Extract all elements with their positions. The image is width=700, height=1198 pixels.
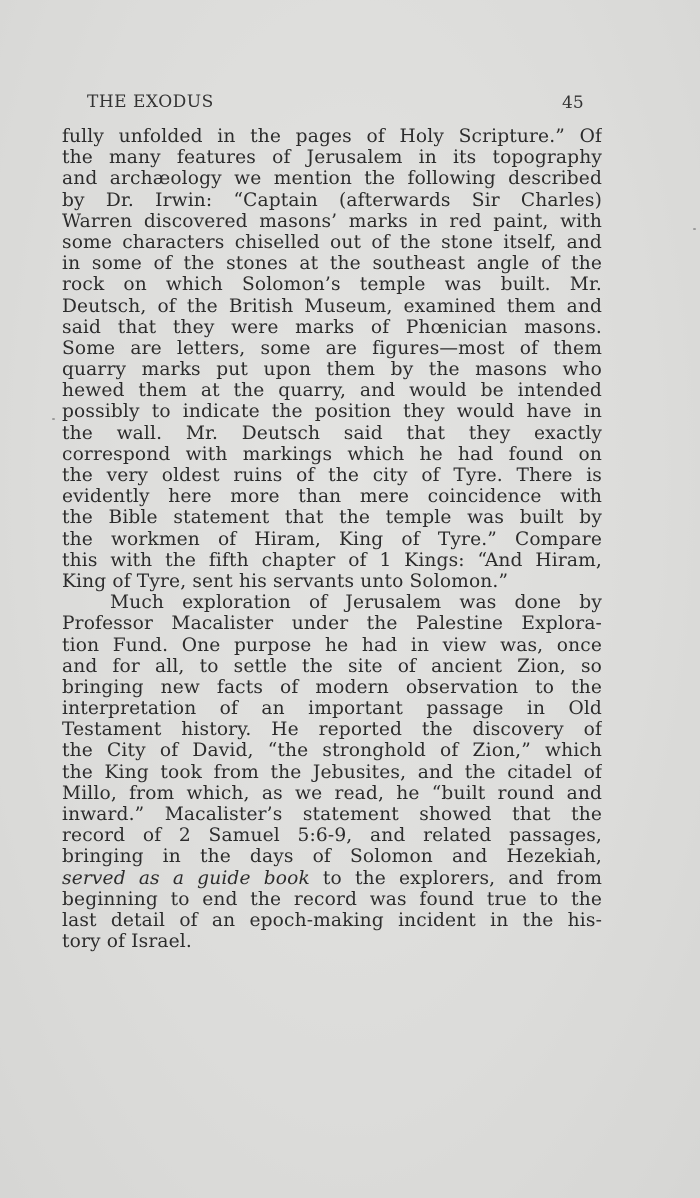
text-line: by Dr. Irwin: “Captain (afterwards Sir Charles) [62, 189, 602, 211]
paper-speck [693, 228, 696, 230]
text-line: beginning to end the record was found true to the [62, 888, 602, 910]
text-line: in some of the stones at the southeast angle of the [62, 253, 602, 275]
text-line: Warren discovered masons’ marks in red paint, with [62, 210, 602, 232]
text-line: rock on which Solomon’s temple was built. Mr. [62, 274, 602, 296]
text-line: Millo, from which, as we read, he “built round and [62, 782, 602, 804]
text-line: bringing new facts of modern observation to the [62, 676, 602, 698]
text-line: and for all, to settle the site of ancient Zion, so [62, 655, 602, 677]
text-line: the King took from the Jebusites, and the citadel of [62, 761, 602, 783]
text-line: the workmen of Hiram, King of Tyre.” Compare [62, 528, 602, 550]
text-line: the very oldest ruins of the city of Tyre. There is [62, 465, 602, 486]
text-line: this with the fifth chapter of 1 Kings: “And Hiram, [62, 549, 602, 571]
paragraph-1 [62, 126, 602, 592]
text-line: quarry marks put upon them by the masons who [62, 359, 602, 381]
text-line: correspond with markings which he had found on [62, 443, 602, 465]
paragraph-2 [62, 592, 602, 952]
text-line: the City of David, “the stronghold of Zion,” which [62, 740, 602, 762]
text-line: Testament history. He reported the discovery of [62, 719, 602, 741]
text-line: tory of Israel. [62, 931, 192, 953]
text-line: the Bible statement that the temple was built by [62, 507, 602, 529]
text-line: bringing in the days of Solomon and Hezekiah, [62, 846, 602, 868]
page-number: 45 [562, 93, 584, 113]
text-line: Some are letters, some are figures—most of them [62, 337, 602, 359]
text-line: and archæology we mention the following described [62, 168, 602, 190]
text-line: possibly to indicate the position they would have in [62, 401, 602, 423]
text-line: the many features of Jerusalem in its topography [62, 147, 602, 169]
text-line-with-italic [62, 868, 602, 889]
italic-phrase: served as a guide book [62, 867, 310, 889]
text-line: hewed them at the quarry, and would be intended [62, 380, 602, 402]
running-head: THE EXODUS [87, 92, 214, 112]
text-line: fully unfolded in the pages of Holy Scripture.” Of [62, 126, 602, 147]
text-line: evidently here more than mere coincidence with [62, 486, 602, 508]
text-line: Professor Macalister under the Palestine Explora- [62, 613, 602, 635]
body-text [62, 126, 602, 952]
text-line: inward.” Macalister’s statement showed that the [62, 804, 602, 825]
text-line: King of Tyre, sent his servants unto Solomon.” [62, 570, 509, 592]
text-line: record of 2 Samuel 5:6-9, and related passages, [62, 825, 602, 847]
text-line: said that they were marks of Phœnician masons. [62, 316, 602, 338]
text-line: last detail of an epoch-making incident in the his- [62, 909, 602, 931]
text-line: tion Fund. One purpose he had in view was, once [62, 634, 602, 656]
text-line: some characters chiselled out of the stone itself, and [62, 231, 602, 253]
text-line: Much exploration of Jerusalem was done by [110, 592, 602, 614]
text-line: Deutsch, of the British Museum, examined them and [62, 295, 602, 317]
paper-speck [52, 418, 55, 420]
line-rest: to the explorers, and from [309, 867, 602, 889]
text-line: interpretation of an important passage in Old [62, 698, 602, 720]
text-line: the wall. Mr. Deutsch said that they exactly [62, 422, 602, 444]
